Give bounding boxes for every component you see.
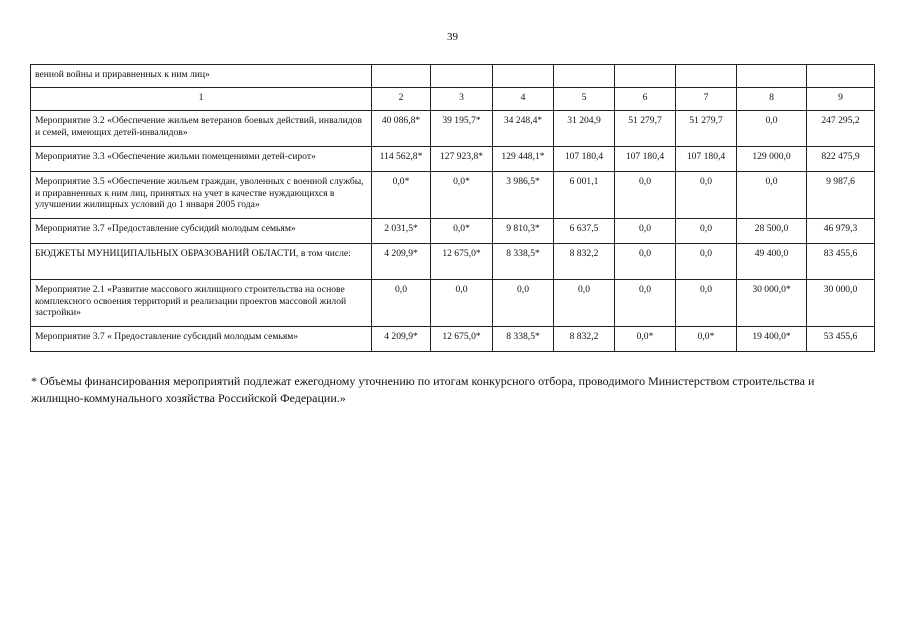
row-label: Мероприятие 3.7 «Предоставление субсидий молодым семьям» bbox=[31, 219, 372, 244]
table-cell: 0,0* bbox=[431, 219, 493, 244]
table-cell: 822 475,9 bbox=[807, 147, 875, 172]
table-cell: 127 923,8* bbox=[431, 147, 493, 172]
column-number-row bbox=[31, 88, 875, 111]
table-cell: 0,0 bbox=[615, 219, 676, 244]
row-label: венной войны и приравненных к ним лиц» bbox=[31, 65, 372, 88]
table-cell: 8 338,5* bbox=[493, 327, 554, 352]
table-cell: 114 562,8* bbox=[372, 147, 431, 172]
table-cell: 129 448,1* bbox=[493, 147, 554, 172]
column-number: 8 bbox=[737, 88, 807, 111]
table-cell bbox=[676, 65, 737, 88]
table-cell: 0,0 bbox=[615, 172, 676, 219]
financing-table bbox=[30, 64, 875, 352]
table-cell: 0,0 bbox=[676, 172, 737, 219]
table-cell: 3 986,5* bbox=[493, 172, 554, 219]
table-cell: 0,0 bbox=[737, 172, 807, 219]
column-number: 3 bbox=[431, 88, 493, 111]
table-cell: 53 455,6 bbox=[807, 327, 875, 352]
table-row bbox=[31, 327, 875, 352]
table-cell: 0,0 bbox=[676, 280, 737, 327]
table-cell: 107 180,4 bbox=[554, 147, 615, 172]
table-cell bbox=[372, 65, 431, 88]
table-cell: 247 295,2 bbox=[807, 111, 875, 147]
table-cell: 46 979,3 bbox=[807, 219, 875, 244]
table-cell: 0,0 bbox=[615, 280, 676, 327]
column-number: 9 bbox=[807, 88, 875, 111]
table-cell: 4 209,9* bbox=[372, 244, 431, 280]
table-cell: 4 209,9* bbox=[372, 327, 431, 352]
table-cell: 83 455,6 bbox=[807, 244, 875, 280]
row-label: Мероприятие 2.1 «Развитие массового жилищного строительства на основе комплексного освоения территорий и реализации проектов массовой жилой застройки» bbox=[31, 280, 372, 327]
table-cell: 30 000,0* bbox=[737, 280, 807, 327]
table-cell: 8 832,2 bbox=[554, 244, 615, 280]
table-cell: 12 675,0* bbox=[431, 244, 493, 280]
table-cell: 6 001,1 bbox=[554, 172, 615, 219]
table-cell: 0,0* bbox=[431, 172, 493, 219]
table-cell bbox=[493, 65, 554, 88]
table-cell: 31 204,9 bbox=[554, 111, 615, 147]
table-cell: 40 086,8* bbox=[372, 111, 431, 147]
table-cell: 0,0* bbox=[676, 327, 737, 352]
column-number: 7 bbox=[676, 88, 737, 111]
table-cell: 0,0 bbox=[493, 280, 554, 327]
table-cell: 0,0 bbox=[676, 244, 737, 280]
table-cell: 12 675,0* bbox=[431, 327, 493, 352]
table-cell: 0,0* bbox=[372, 172, 431, 219]
table-cell: 6 637,5 bbox=[554, 219, 615, 244]
table-cell: 8 338,5* bbox=[493, 244, 554, 280]
continuation-row bbox=[31, 65, 875, 88]
table-cell bbox=[431, 65, 493, 88]
table-cell: 0,0 bbox=[372, 280, 431, 327]
table-row bbox=[31, 244, 875, 280]
table-cell: 0,0 bbox=[431, 280, 493, 327]
table-cell: 51 279,7 bbox=[615, 111, 676, 147]
table-cell: 9 810,3* bbox=[493, 219, 554, 244]
table-cell: 28 500,0 bbox=[737, 219, 807, 244]
table-cell bbox=[615, 65, 676, 88]
table-cell: 30 000,0 bbox=[807, 280, 875, 327]
table-cell: 0,0 bbox=[676, 219, 737, 244]
column-number: 2 bbox=[372, 88, 431, 111]
table-row bbox=[31, 172, 875, 219]
table-cell: 0,0* bbox=[615, 327, 676, 352]
column-number: 5 bbox=[554, 88, 615, 111]
table-row bbox=[31, 147, 875, 172]
table-cell: 8 832,2 bbox=[554, 327, 615, 352]
column-number: 1 bbox=[31, 88, 372, 111]
table-cell: 0,0 bbox=[737, 111, 807, 147]
table-cell: 9 987,6 bbox=[807, 172, 875, 219]
row-label: Мероприятие 3.2 «Обеспечение жильем ветеранов боевых действий, инвалидов и семей, имеющих детей-инвалидов» bbox=[31, 111, 372, 147]
table-cell bbox=[807, 65, 875, 88]
footnote: * Объемы финансирования мероприятий подлежат ежегодному уточнению по итогам конкурсного отбора, проводимого Министерством строительства и жилищно-коммунального хозяйства Российской Федерации.» bbox=[31, 374, 815, 405]
table-cell: 19 400,0* bbox=[737, 327, 807, 352]
column-number: 6 bbox=[615, 88, 676, 111]
table-cell: 51 279,7 bbox=[676, 111, 737, 147]
table-row bbox=[31, 280, 875, 327]
table-row bbox=[31, 219, 875, 244]
column-number: 4 bbox=[493, 88, 554, 111]
table-cell: 2 031,5* bbox=[372, 219, 431, 244]
table-cell: 107 180,4 bbox=[676, 147, 737, 172]
table-cell: 107 180,4 bbox=[615, 147, 676, 172]
table-cell bbox=[554, 65, 615, 88]
table-cell: 49 400,0 bbox=[737, 244, 807, 280]
row-label: БЮДЖЕТЫ МУНИЦИПАЛЬНЫХ ОБРАЗОВАНИЙ ОБЛАСТИ, в том числе: bbox=[31, 244, 372, 280]
row-label: Мероприятие 3.5 «Обеспечение жильем граждан, уволенных с военной службы, и приравненных к ним лиц, принятых на учет в качестве нуждающихся в улучшении жилищных условий до 1 января 2005 года» bbox=[31, 172, 372, 219]
table-cell: 0,0 bbox=[554, 280, 615, 327]
table-cell: 34 248,4* bbox=[493, 111, 554, 147]
row-label: Мероприятие 3.3 «Обеспечение жильми помещениями детей-сирот» bbox=[31, 147, 372, 172]
table-row bbox=[31, 111, 875, 147]
row-label: Мероприятие 3.7 « Предоставление субсидий молодым семьям» bbox=[31, 327, 372, 352]
table-cell: 129 000,0 bbox=[737, 147, 807, 172]
page-number: 39 bbox=[447, 31, 458, 43]
table-cell: 0,0 bbox=[615, 244, 676, 280]
table-cell: 39 195,7* bbox=[431, 111, 493, 147]
table-cell bbox=[737, 65, 807, 88]
